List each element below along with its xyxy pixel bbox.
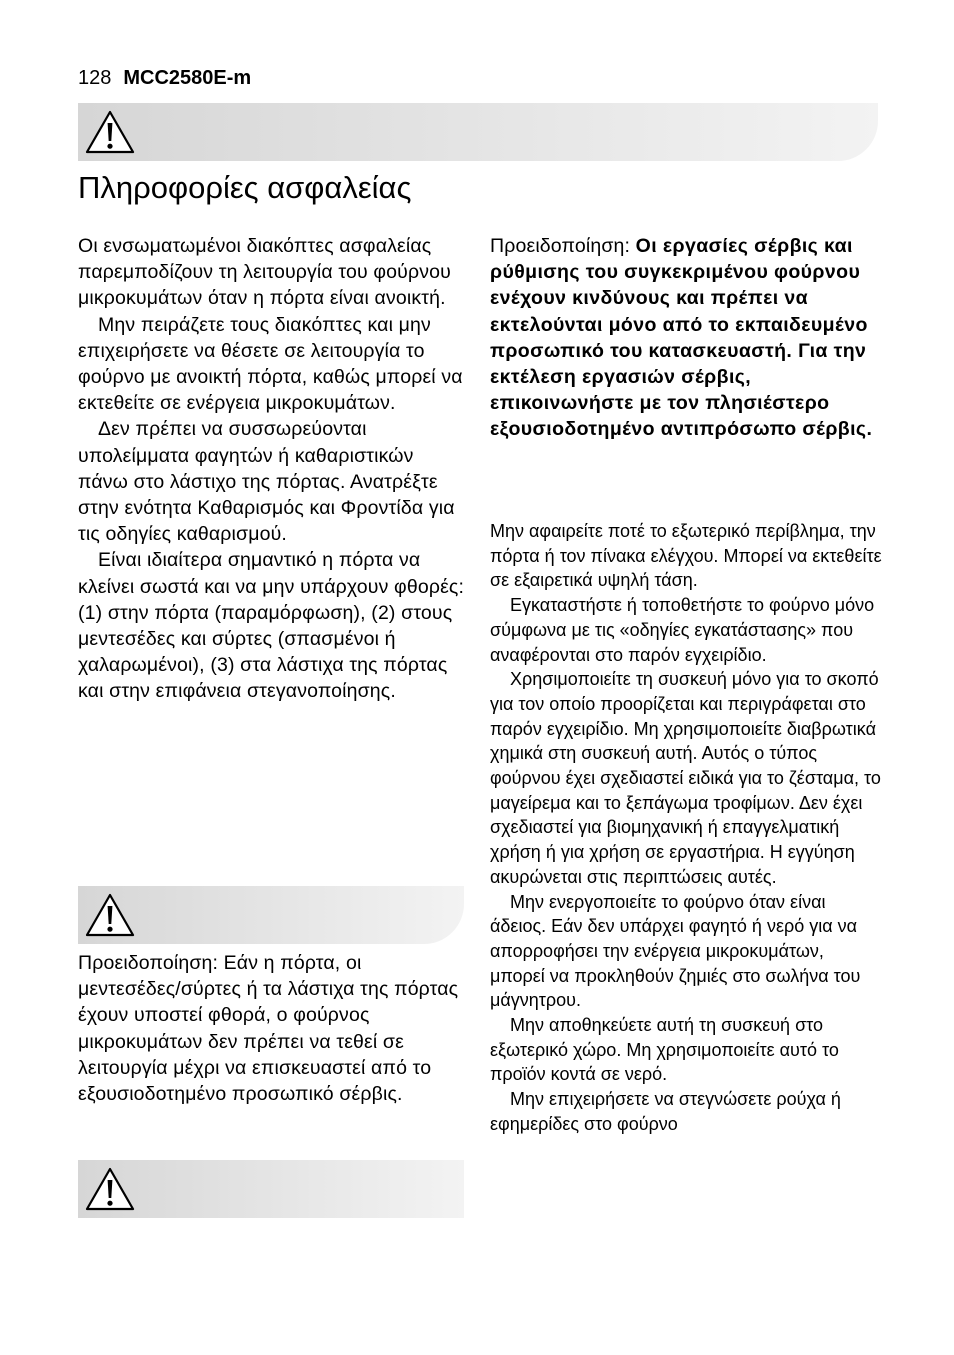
paragraph: Εγκαταστήστε ή τοποθετήστε το φούρνο μόνο σύμφωνα με τις «οδηγίες εγκατάστασης» που αναφέρονται στο παρόν εγχειρίδιο. [490,595,875,665]
right-warning-block [490,233,882,443]
left-column [78,233,466,705]
page-header [78,66,251,90]
warning-paragraph [490,233,882,443]
right-column [490,519,882,1137]
section-title: Πληροφορίες ασφαλείας [78,170,412,205]
paragraph: Δεν πρέπει να συσσωρεύονται υπολείμματα φαγητών ή καθαριστικών πάνω στο λάστιχο της πόρτας. Ανατρέξτε στην ενότητα Καθαρισμός και Φροντίδα για τις οδηγίες καθαρισμού. [78,418,455,546]
warning-bold-text: Οι εργασίες σέρβις και ρύθμισης του συγκεκριμένου φούρνου ενέχουν κινδύνους και πρέπει να εκτελούνται μόνο από το εκπαιδευμένο προσωπικό του κατασκευαστή. Για την εκτέλεση εργασιών σέρβις, επικοινωνήστε με τον πλησιέστερο εξουσιοδοτημένο αντιπρόσωπο σέρβις. [490,235,873,441]
warning-triangle-icon [84,1165,136,1213]
page-number: 128 [78,67,112,89]
paragraph: Μην αποθηκεύετε αυτή τη συσκευή στο εξωτερικό χώρο. Μη χρησιμοποιείτε αυτό το προϊόν κοντά σε νερό. [490,1015,839,1085]
paragraph: Μην επιχειρήσετε να στεγνώσετε ρούχα ή εφημερίδες στο φούρνο [490,1089,841,1134]
left-warning-block [78,950,466,1107]
model-name: MCC2580E-m [123,67,252,89]
paragraph: Χρησιμοποιείτε τη συσκευή μόνο για το σκοπό για τον οποίο προορίζεται και περιγράφεται στο παρόν εγχειρίδιο. Μη χρησιμοποιείτε διαβρωτικά χημικά στη συσκευή αυτή. Αυτός ο τύπος φούρνου έχει σχεδιαστεί ειδικά για το ζέσταμα, το μαγείρεμα και το ξεπάγωμα τροφίμων. Δεν έχει σχεδιαστεί για βιομηχανική ή επαγγελματική χρήση ή για χρήση σε εργαστήρια. Η εγγύηση ακυρώνεται στις περιπτώσεις αυτές. [490,669,881,887]
paragraph: Μην πειράζετε τους διακόπτες και μην επιχειρήσετε να θέσετε σε λειτουργία το φούρνο με ανοικτή πόρτα, καθώς μπορεί να εκτεθείτε σε ενέργεια μικροκυμάτων. [78,313,463,415]
warning-triangle-icon [84,891,136,939]
warning-paragraph: Προειδοποίηση: Εάν η πόρτα, οι μεντεσέδες/σύρτες ή τα λάστιχα της πόρτας έχουν υποστεί φθορά, ο φούρνος μικροκυμάτων δεν πρέπει να τεθεί σε λειτουργία μέχρι να επισκευαστεί από το εξουσιοδοτημένο προσωπικό σέρβις. [78,952,459,1106]
paragraph: Είναι ιδιαίτερα σημαντικό η πόρτα να κλείνει σωστά και να μην υπάρχουν φθορές: (1) στην πόρτα (παραμόρφωση), (2) στους μεντεσέδες και σύρτες (σπασμένοι ή χαλαρωμένοι), (3) στα λάστιχα της πόρτας και στην επιφάνεια στεγανοποίησης. [78,549,465,703]
warning-band-bottom [78,1160,464,1218]
warning-label: Προειδοποίηση: [490,235,636,257]
paragraph: Μην ενεργοποιείτε το φούρνο όταν είναι άδειος. Εάν δεν υπάρχει φαγητό ή νερό για να απορροφήσει την ενέργεια μικροκυμάτων, μπορεί να προκληθούν ζημιές στο σωλήνα του μάγνητρου. [490,891,861,1011]
warning-triangle-icon [84,108,136,156]
paragraph: Οι ενσωματωμένοι διακόπτες ασφαλείας παρεμποδίζουν τη λειτουργία του φούρνου μικροκυμάτων όταν η πόρτα είναι ανοικτή. [78,235,451,310]
warning-band-top [78,103,878,161]
warning-band-middle [78,886,464,944]
paragraph: Μην αφαιρείτε ποτέ το εξωτερικό περίβλημα, την πόρτα ή τον πίνακα ελέγχου. Μπορεί να εκτεθείτε σε εξαιρετικά υψηλή τάση. [490,521,882,591]
